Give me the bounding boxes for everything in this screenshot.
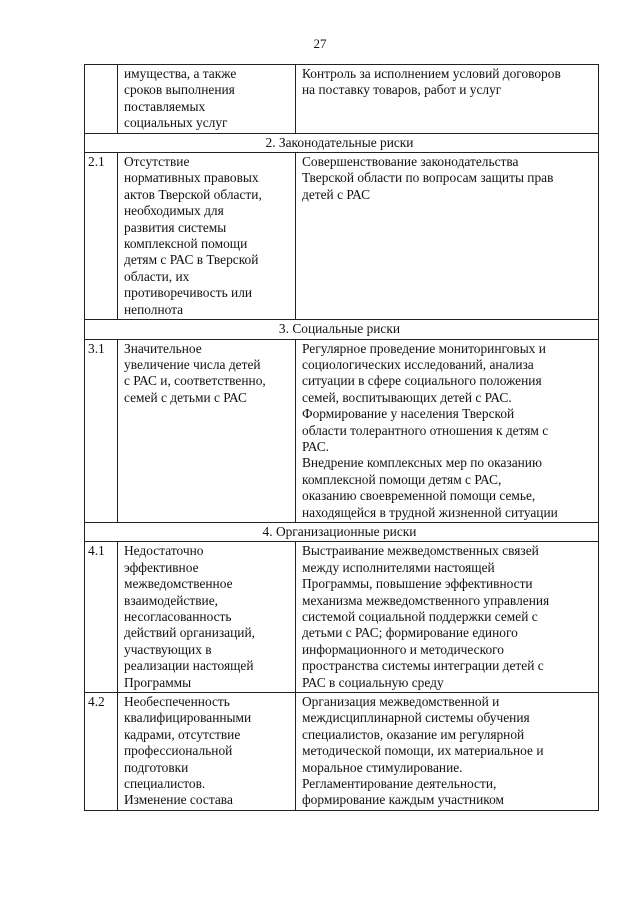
risk-measure-line: специалистов, оказание им регулярной <box>302 726 525 742</box>
section-header-row <box>85 320 599 339</box>
risk-measure-line: РАС в социальную среду <box>302 674 444 690</box>
risk-measure-line: Совершенствование законодательства <box>302 154 519 170</box>
risk-description-line: участвующих в <box>124 641 212 657</box>
risk-description-line: эффективное <box>124 559 199 575</box>
risk-description-line: комплексной помощи <box>124 236 248 252</box>
risk-row <box>85 542 599 693</box>
section-header-row <box>85 133 599 152</box>
risk-measure-line: семей, воспитывающих детей с РАС. <box>302 389 512 405</box>
risk-measure <box>296 693 599 811</box>
page-number: 27 <box>313 36 327 51</box>
risk-measure-line: Программы, повышение эффективности <box>302 576 533 592</box>
risk-measure-line: Регулярное проведение мониторинговых и <box>302 340 546 356</box>
risk-description-line: детям с РАС в Тверской <box>124 252 259 268</box>
risk-description-line: Необеспеченность <box>124 694 230 710</box>
risk-description-line: неполнота <box>124 301 184 317</box>
risk-row <box>85 693 599 811</box>
risk-row <box>85 339 599 522</box>
section-header-row <box>85 522 599 541</box>
risk-description-line: поставляемых <box>124 98 206 114</box>
risk-description-line: межведомственное <box>124 576 233 592</box>
risk-row <box>85 65 599 134</box>
risk-number: 2.1 <box>85 153 118 320</box>
risk-measure <box>296 542 599 693</box>
risk-row <box>85 153 599 320</box>
risk-description-line: квалифицированными <box>124 710 252 726</box>
risk-table-body <box>85 65 599 811</box>
risk-measure-line: Формирование у населения Тверской <box>302 406 515 422</box>
risk-measure-line: находящейся в трудной жизненной ситуации <box>302 504 558 520</box>
risk-measure-line: формирование каждым участником <box>302 792 504 808</box>
risk-description-line: с РАС и, соответственно, <box>124 373 266 389</box>
risk-description <box>118 65 296 134</box>
risk-description-line: актов Тверской области, <box>124 186 262 202</box>
risk-measure-line: социологических исследований, анализа <box>302 356 534 372</box>
risk-measure-line: механизма межведомственного управления <box>302 592 550 608</box>
risk-description-line: противоречивость или <box>124 285 253 301</box>
risk-measure-line: комплексной помощи детям с РАС, <box>302 471 502 487</box>
risk-table <box>84 64 599 811</box>
risk-description-line: социальных услуг <box>124 115 228 131</box>
risk-description-line: нормативных правовых <box>124 170 259 186</box>
risk-measure-line: моральное стимулирование. <box>302 759 463 775</box>
risk-description-line: подготовки <box>124 759 189 775</box>
risk-description-line: специалистов. <box>124 776 206 792</box>
risk-description <box>118 339 296 522</box>
risk-measure <box>296 339 599 522</box>
risk-description <box>118 542 296 693</box>
risk-measure-line: Контроль за исполнением условий договоров <box>302 66 561 81</box>
risk-description-line: имущества, а также <box>124 66 237 81</box>
risk-number: 4.2 <box>85 693 118 811</box>
risk-measure-line: методической помощи, их материальное и <box>302 743 544 759</box>
risk-measure-line: Выстраивание межведомственных связей <box>302 543 539 559</box>
risk-description-line: реализации настоящей <box>124 658 254 674</box>
risk-number: 3.1 <box>85 339 118 522</box>
risk-description-line: области, их <box>124 268 190 284</box>
risk-measure-line: Регламентирование деятельности, <box>302 776 497 792</box>
risk-measure-line: между исполнителями настоящей <box>302 559 495 575</box>
risk-measure-line: детей с РАС <box>302 186 371 202</box>
risk-description-line: семей с детьми с РАС <box>124 389 247 405</box>
risk-description <box>118 153 296 320</box>
risk-measure-line: детьми с РАС; формирование единого <box>302 625 518 641</box>
risk-description-line: развития системы <box>124 219 227 235</box>
risk-description-line: сроков выполнения <box>124 82 235 98</box>
risk-description-line: профессиональной <box>124 743 233 759</box>
section-title: 4. Организационные риски <box>85 522 599 541</box>
risk-description-line: необходимых для <box>124 203 224 219</box>
risk-description-line: Недостаточно <box>124 543 204 559</box>
risk-measure-line: оказанию своевременной помощи семье, <box>302 488 536 504</box>
risk-description-line: действий организаций, <box>124 625 255 641</box>
risk-description-line: Изменение состава <box>124 792 233 808</box>
risk-measure-line: РАС. <box>302 438 330 454</box>
risk-measure-line: ситуации в сфере социального положения <box>302 373 542 389</box>
risk-measure-line: системой социальной поддержки семей с <box>302 609 538 624</box>
risk-description-line: Значительное <box>124 340 202 356</box>
risk-measure-line: междисциплинарной системы обучения <box>302 710 530 726</box>
risk-measure-line: информационного и методического <box>302 641 505 657</box>
risk-measure-line: пространства системы интеграции детей с <box>302 658 544 674</box>
risk-description <box>118 693 296 811</box>
risk-measure <box>296 153 599 320</box>
risk-description-line: увеличение числа детей <box>124 356 261 372</box>
risk-measure-line: Внедрение комплексных мер по оказанию <box>302 455 542 471</box>
risk-measure-line: Организация межведомственной и <box>302 694 500 710</box>
risk-description-line: кадрами, отсутствие <box>124 726 241 742</box>
risk-description-line: Программы <box>124 674 192 690</box>
section-title: 2. Законодательные риски <box>85 133 599 152</box>
risk-measure-line: Тверской области по вопросам защиты прав <box>302 170 554 186</box>
risk-description-line: Отсутствие <box>124 154 190 170</box>
risk-measure-line: области толерантного отношения к детям с <box>302 422 549 438</box>
risk-number <box>85 65 118 134</box>
section-title: 3. Социальные риски <box>85 320 599 339</box>
risk-description-line: несогласованность <box>124 609 232 624</box>
risk-measure-line: на поставку товаров, работ и услуг <box>302 82 502 98</box>
risk-measure <box>296 65 599 134</box>
risk-number: 4.1 <box>85 542 118 693</box>
risk-description-line: взаимодействие, <box>124 592 219 608</box>
